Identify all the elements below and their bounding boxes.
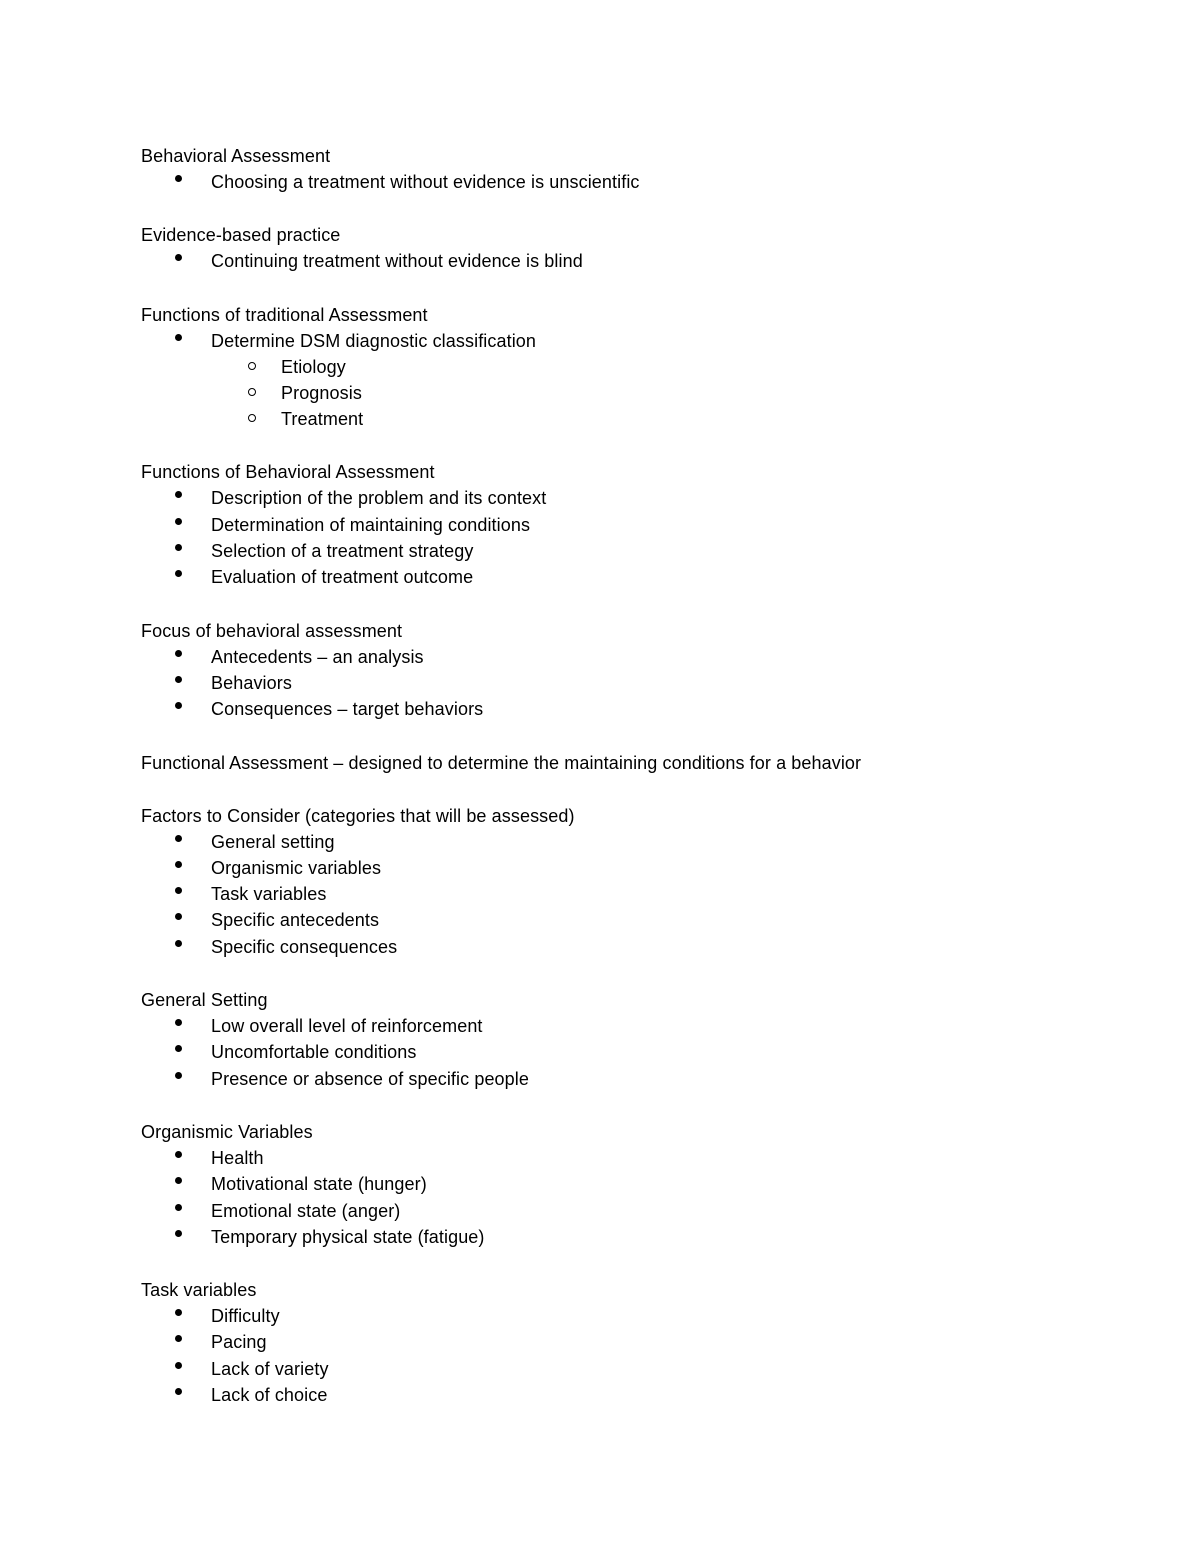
- bullet-dot-icon: [175, 1329, 185, 1355]
- document-body: [141, 143, 1141, 1435]
- list-item: [141, 1382, 1141, 1408]
- section-heading: Task variables: [141, 1280, 257, 1301]
- note-section: [141, 143, 1141, 195]
- sub-list-item: [211, 380, 1141, 406]
- section-heading: Functional Assessment – designed to determine the maintaining conditions for a behavior: [141, 752, 862, 773]
- list-item-label: Determination of maintaining conditions: [211, 514, 531, 535]
- bullet-circle-icon: [248, 406, 258, 432]
- bullet-circle-icon: [248, 380, 258, 406]
- note-section: [141, 1277, 1141, 1408]
- section-heading: Functions of traditional Assessment: [141, 304, 428, 325]
- bullet-dot-icon: [175, 169, 185, 195]
- list-item-label: Choosing a treatment without evidence is unscientific: [211, 172, 640, 192]
- list-item: [141, 1039, 1141, 1065]
- list-item: [141, 1066, 1141, 1092]
- bullet-list: [141, 829, 1141, 960]
- bullet-dot-icon: [175, 512, 185, 538]
- list-item: [141, 1303, 1141, 1329]
- note-section: [141, 222, 1141, 274]
- bullet-dot-icon: [175, 1198, 185, 1224]
- bullet-list: [141, 644, 1141, 723]
- sub-bullet-list: [211, 354, 1141, 433]
- list-item-label: Task variables: [211, 884, 327, 905]
- list-item: [141, 829, 1141, 855]
- list-item-label: Specific antecedents: [211, 910, 380, 931]
- bullet-dot-icon: [175, 1013, 185, 1039]
- list-item: [141, 1145, 1141, 1171]
- bullet-dot-icon: [175, 696, 185, 722]
- sub-list-item-label: Prognosis: [281, 382, 362, 403]
- bullet-dot-icon: [175, 1356, 185, 1382]
- list-item-label: Continuing treatment without evidence is blind: [211, 251, 583, 272]
- list-item: [141, 1013, 1141, 1039]
- section-heading: General Setting: [141, 990, 268, 1011]
- list-item-label: Determine DSM diagnostic classification: [211, 330, 537, 351]
- list-item: [141, 169, 1141, 195]
- note-section: [141, 459, 1141, 590]
- note-section: [141, 618, 1141, 723]
- section-heading: Factors to Consider (categories that will be assessed): [141, 805, 575, 826]
- bullet-dot-icon: [175, 1066, 185, 1092]
- list-item-label: Specific consequences: [211, 936, 398, 957]
- bullet-dot-icon: [175, 1224, 185, 1250]
- list-item: [141, 855, 1141, 881]
- note-section: [141, 987, 1141, 1092]
- section-heading: Focus of behavioral assessment: [141, 620, 403, 641]
- sub-list-item-label: Treatment: [281, 409, 364, 430]
- list-item: [141, 538, 1141, 564]
- list-item: [141, 644, 1141, 670]
- list-item: [141, 328, 1141, 433]
- bullet-list: [141, 248, 1141, 274]
- list-item: [141, 1171, 1141, 1197]
- list-item-label: Temporary physical state (fatigue): [211, 1226, 485, 1247]
- section-heading: Functions of Behavioral Assessment: [141, 462, 435, 483]
- note-section: [141, 803, 1141, 960]
- sub-list-item-label: Etiology: [281, 356, 346, 377]
- list-item-label: Organismic variables: [211, 857, 382, 878]
- bullet-circle-icon: [248, 354, 258, 380]
- list-item-label: Presence or absence of specific people: [211, 1068, 529, 1089]
- list-item-label: Evaluation of treatment outcome: [211, 567, 474, 588]
- bullet-list: [141, 485, 1141, 590]
- bullet-dot-icon: [175, 670, 185, 696]
- list-item: [141, 670, 1141, 696]
- bullet-dot-icon: [175, 248, 185, 274]
- list-item-label: General setting: [211, 831, 335, 852]
- bullet-dot-icon: [175, 907, 185, 933]
- bullet-dot-icon: [175, 485, 185, 511]
- list-item: [141, 248, 1141, 274]
- list-item-label: Lack of variety: [211, 1358, 329, 1379]
- note-section: [141, 1119, 1141, 1250]
- list-item-label: Behaviors: [211, 672, 292, 693]
- bullet-dot-icon: [175, 1382, 185, 1408]
- list-item-label: Antecedents – an analysis: [211, 646, 424, 667]
- note-section: [141, 750, 1141, 776]
- list-item: [141, 1198, 1141, 1224]
- section-heading: Organismic Variables: [141, 1121, 313, 1142]
- list-item-label: Uncomfortable conditions: [211, 1042, 417, 1063]
- bullet-dot-icon: [175, 855, 185, 881]
- list-item: [141, 564, 1141, 590]
- sub-list-item: [211, 354, 1141, 380]
- bullet-dot-icon: [175, 934, 185, 960]
- list-item-label: Lack of choice: [211, 1385, 328, 1406]
- list-item-label: Description of the problem and its context: [211, 488, 547, 509]
- list-item: [141, 485, 1141, 511]
- list-item: [141, 1329, 1141, 1355]
- bullet-list: [141, 169, 1141, 195]
- list-item-label: Emotional state (anger): [211, 1200, 401, 1221]
- list-item: [141, 1224, 1141, 1250]
- bullet-dot-icon: [175, 829, 185, 855]
- list-item-label: Difficulty: [211, 1306, 280, 1327]
- bullet-dot-icon: [175, 644, 185, 670]
- bullet-list: [141, 328, 1141, 433]
- bullet-dot-icon: [175, 1303, 185, 1329]
- list-item-label: Motivational state (hunger): [211, 1174, 427, 1195]
- list-item-label: Selection of a treatment strategy: [211, 541, 474, 562]
- bullet-list: [141, 1013, 1141, 1092]
- list-item: [141, 934, 1141, 960]
- bullet-list: [141, 1303, 1141, 1408]
- list-item-label: Low overall level of reinforcement: [211, 1016, 483, 1037]
- list-item-label: Health: [211, 1147, 264, 1168]
- list-item-label: Consequences – target behaviors: [211, 699, 484, 720]
- list-item: [141, 512, 1141, 538]
- list-item: [141, 696, 1141, 722]
- list-item: [141, 907, 1141, 933]
- bullet-dot-icon: [175, 564, 185, 590]
- section-heading: Evidence-based practice: [141, 225, 341, 246]
- bullet-dot-icon: [175, 881, 185, 907]
- bullet-list: [141, 1145, 1141, 1250]
- list-item: [141, 1356, 1141, 1382]
- list-item-label: Pacing: [211, 1332, 267, 1353]
- note-section: [141, 302, 1141, 433]
- bullet-dot-icon: [175, 1145, 185, 1171]
- bullet-dot-icon: [175, 328, 185, 354]
- list-item: [141, 881, 1141, 907]
- bullet-dot-icon: [175, 1039, 185, 1065]
- section-heading: Behavioral Assessment: [141, 146, 331, 166]
- bullet-dot-icon: [175, 1171, 185, 1197]
- bullet-dot-icon: [175, 538, 185, 564]
- sub-list-item: [211, 406, 1141, 432]
